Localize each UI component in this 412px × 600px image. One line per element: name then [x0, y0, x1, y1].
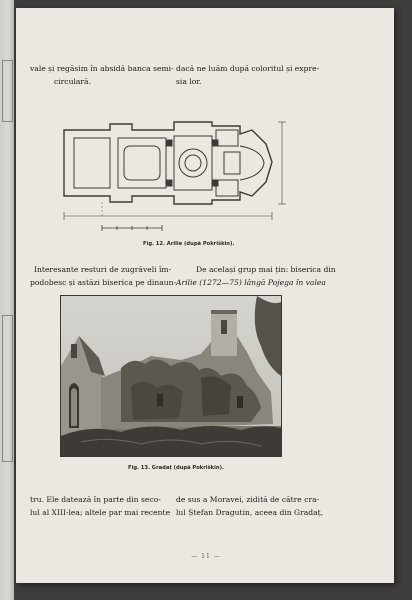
adjacent-page-mark: [2, 60, 13, 122]
left-column-line: tru. Ele datează în parte din seco-: [30, 495, 161, 504]
right-column-line: dacă ne luăm după coloritul și expre-: [176, 64, 320, 73]
figure-caption: Fig. 12. Arilie (după Pokriškin).: [143, 241, 235, 247]
left-column-line: lul al XIII-lea; altele par mai recente: [30, 508, 171, 517]
right-column-line: Arilie (1272—75) lângă Pojega în valea: [176, 278, 326, 287]
left-column-line: circulară.: [54, 77, 91, 86]
page-number: — 11 —: [191, 553, 221, 560]
left-column-line: Interesante resturi de zugrăveli îm-: [34, 265, 172, 274]
right-column-line: sia lor.: [176, 77, 202, 86]
adjacent-page-mark: [2, 315, 13, 462]
left-column-line: podobesc și astăzi biserica pe dinaun-: [30, 278, 177, 287]
church-ruins-photo: [60, 295, 282, 457]
left-column-line: vale și regăsim în absidă banca semi-: [30, 64, 174, 73]
right-column-line: de sus a Moravei, zidită de către cra-: [176, 495, 320, 504]
right-column-line: lul Ștefan Dragutin, aceea din Gradaț,: [176, 508, 324, 517]
right-column-line: De același grup mai țin: biserica din: [196, 265, 336, 274]
figure-caption: Fig. 13. Gradaț (după Pokriškin).: [128, 465, 224, 471]
book-page: [16, 8, 394, 583]
adjacent-page-edge: [0, 0, 14, 600]
church-floor-plan: [62, 116, 302, 241]
